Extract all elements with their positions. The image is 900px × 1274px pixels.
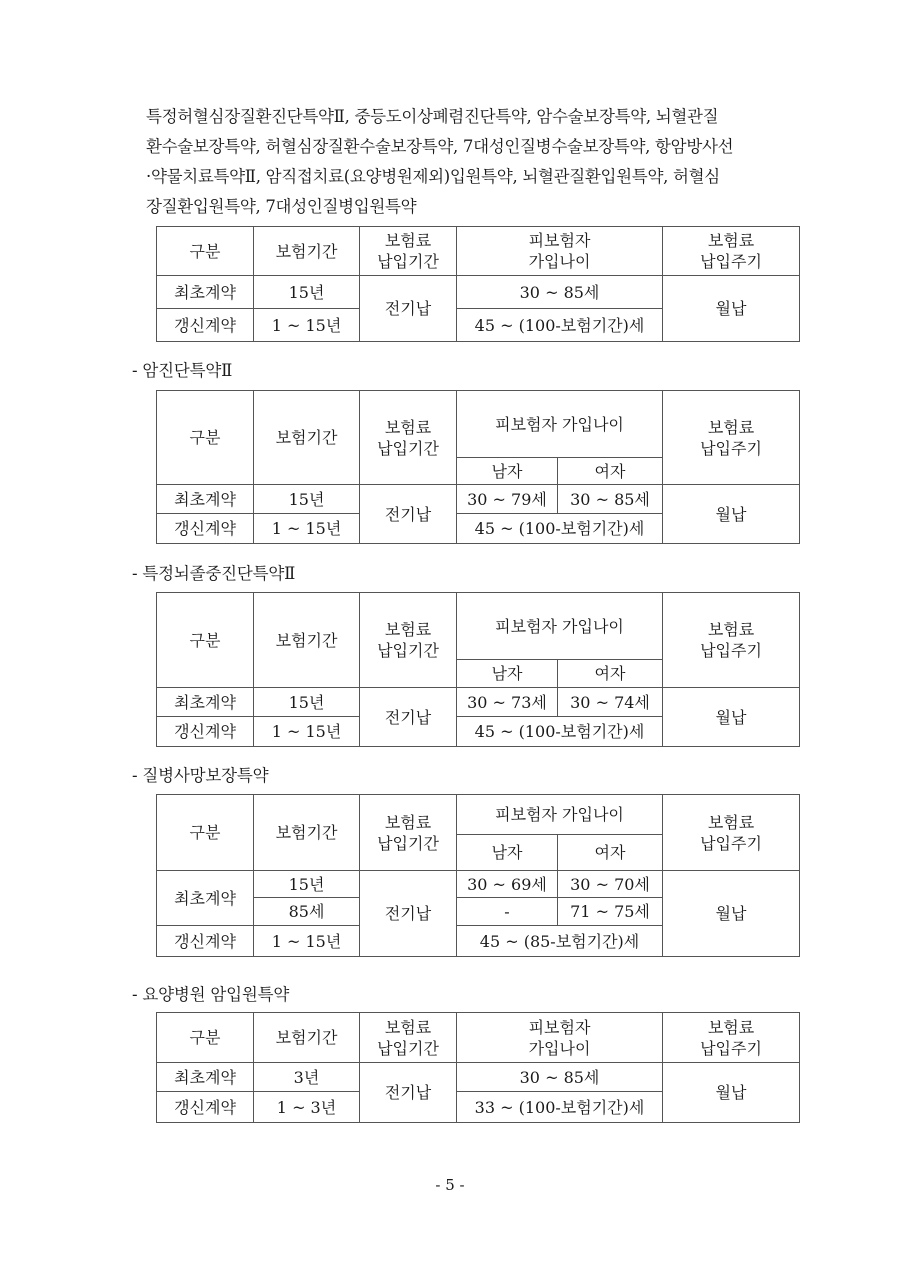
renewal-period: 1 ~ 3년 xyxy=(254,1092,360,1123)
header-cycle: 보험료 납입주기 xyxy=(663,227,800,276)
payment-cycle: 월납 xyxy=(663,1063,800,1123)
header-cycle: 보험료 납입주기 xyxy=(663,1013,800,1063)
header-age: 피보험자 가입나이 xyxy=(457,1013,663,1063)
female-age: 30 ~ 70세 xyxy=(558,871,663,898)
row-initial-label: 최초계약 xyxy=(157,688,254,717)
row-renewal-label: 갱신계약 xyxy=(157,514,254,544)
section-heading: - 요양병원 암입원특약 xyxy=(132,985,290,1004)
initial-period: 85세 xyxy=(254,898,360,926)
initial-age: 30 ~ 85세 xyxy=(457,1063,663,1092)
header-female: 여자 xyxy=(558,660,663,688)
header-age: 피보험자 가입나이 xyxy=(457,227,663,276)
header-period: 보험기간 xyxy=(254,391,360,485)
header-female: 여자 xyxy=(558,458,663,485)
intro-line: 특정허혈심장질환진단특약Ⅱ, 중등도이상폐렴진단특약, 암수술보장특약, 뇌혈관질 xyxy=(146,107,719,126)
initial-period: 15년 xyxy=(254,276,360,309)
table-disease-death xyxy=(156,794,800,957)
male-age: - xyxy=(457,898,558,926)
female-age: 30 ~ 85세 xyxy=(558,485,663,514)
header-premium-period: 보험료 납입기간 xyxy=(360,593,457,688)
section-heading: - 암진단특약Ⅱ xyxy=(132,361,233,380)
header-period: 보험기간 xyxy=(254,795,360,871)
row-initial-label: 최초계약 xyxy=(157,871,254,926)
renewal-period: 1 ~ 15년 xyxy=(254,926,360,957)
header-premium-period: 보험료 납입기간 xyxy=(360,391,457,485)
payment-cycle: 월납 xyxy=(663,688,800,747)
header-cycle: 보험료 납입주기 xyxy=(663,391,800,485)
initial-period: 15년 xyxy=(254,485,360,514)
header-category: 구분 xyxy=(157,227,254,276)
header-premium-period: 보험료 납입기간 xyxy=(360,1013,457,1063)
row-initial-label: 최초계약 xyxy=(157,276,254,309)
header-category: 구분 xyxy=(157,391,254,485)
intro-line: ·약물치료특약Ⅱ, 암직접치료(요양병원제외)입원특약, 뇌혈관질환입원특약, 허혈심 xyxy=(146,167,720,186)
female-age: 71 ~ 75세 xyxy=(558,898,663,926)
section-heading: - 특정뇌졸중진단특약Ⅱ xyxy=(132,564,296,583)
male-age: 30 ~ 79세 xyxy=(457,485,558,514)
row-initial-label: 최초계약 xyxy=(157,485,254,514)
row-renewal-label: 갱신계약 xyxy=(157,717,254,747)
initial-period: 3년 xyxy=(254,1063,360,1092)
table-stroke-diagnosis xyxy=(156,592,800,747)
header-category: 구분 xyxy=(157,1013,254,1063)
header-male: 남자 xyxy=(457,660,558,688)
header-female: 여자 xyxy=(558,835,663,871)
table-general-riders xyxy=(156,226,800,342)
header-period: 보험기간 xyxy=(254,593,360,688)
header-age: 피보험자 가입나이 xyxy=(457,593,663,660)
payment-cycle: 월납 xyxy=(663,871,800,957)
intro-line: 환수술보장특약, 허혈심장질환수술보장특약, 7대성인질병수술보장특약, 항암방사선 xyxy=(146,137,734,156)
header-category: 구분 xyxy=(157,795,254,871)
payment-period: 전기납 xyxy=(360,276,457,342)
initial-age: 30 ~ 85세 xyxy=(457,276,663,309)
row-initial-label: 최초계약 xyxy=(157,1063,254,1092)
header-male: 남자 xyxy=(457,835,558,871)
section-heading: - 질병사망보장특약 xyxy=(132,766,269,785)
header-cycle: 보험료 납입주기 xyxy=(663,795,800,871)
male-age: 30 ~ 73세 xyxy=(457,688,558,717)
table-cancer-diagnosis xyxy=(156,390,800,544)
page-number: - 5 - xyxy=(435,1176,465,1194)
renewal-period: 1 ~ 15년 xyxy=(254,309,360,342)
row-renewal-label: 갱신계약 xyxy=(157,1092,254,1123)
header-period: 보험기간 xyxy=(254,1013,360,1063)
payment-period: 전기납 xyxy=(360,688,457,747)
initial-period: 15년 xyxy=(254,871,360,898)
header-male: 남자 xyxy=(457,458,558,485)
header-age: 피보험자 가입나이 xyxy=(457,795,663,835)
renewal-period: 1 ~ 15년 xyxy=(254,514,360,544)
payment-period: 전기납 xyxy=(360,485,457,544)
header-premium-period: 보험료 납입기간 xyxy=(360,227,457,276)
table-nursing-hospital-cancer xyxy=(156,1012,800,1123)
intro-line: 장질환입원특약, 7대성인질병입원특약 xyxy=(146,197,417,216)
header-premium-period: 보험료 납입기간 xyxy=(360,795,457,871)
header-age: 피보험자 가입나이 xyxy=(457,391,663,458)
renewal-period: 1 ~ 15년 xyxy=(254,717,360,747)
header-period: 보험기간 xyxy=(254,227,360,276)
female-age: 30 ~ 74세 xyxy=(558,688,663,717)
renewal-age: 33 ~ (100-보험기간)세 xyxy=(457,1092,663,1123)
renewal-age: 45 ~ (85-보험기간)세 xyxy=(457,926,663,957)
renewal-age: 45 ~ (100-보험기간)세 xyxy=(457,309,663,342)
payment-cycle: 월납 xyxy=(663,276,800,342)
renewal-age: 45 ~ (100-보험기간)세 xyxy=(457,717,663,747)
payment-period: 전기납 xyxy=(360,871,457,957)
header-category: 구분 xyxy=(157,593,254,688)
initial-period: 15년 xyxy=(254,688,360,717)
payment-cycle: 월납 xyxy=(663,485,800,544)
row-renewal-label: 갱신계약 xyxy=(157,926,254,957)
renewal-age: 45 ~ (100-보험기간)세 xyxy=(457,514,663,544)
payment-period: 전기납 xyxy=(360,1063,457,1123)
header-cycle: 보험료 납입주기 xyxy=(663,593,800,688)
intro-paragraph xyxy=(146,102,806,222)
male-age: 30 ~ 69세 xyxy=(457,871,558,898)
row-renewal-label: 갱신계약 xyxy=(157,309,254,342)
